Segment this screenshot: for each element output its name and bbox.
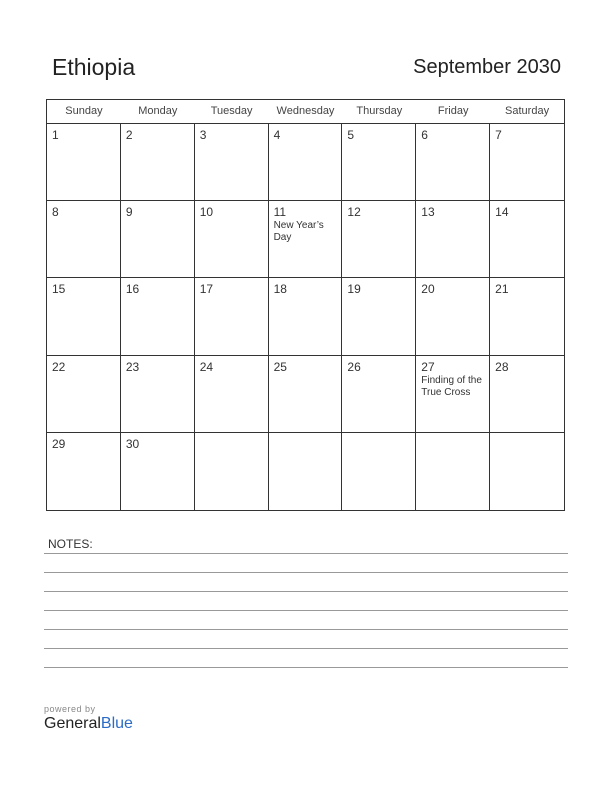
day-number: 1 <box>52 128 59 142</box>
day-number: 24 <box>199 359 214 374</box>
day-number: 26 <box>347 359 361 374</box>
day-cell <box>490 278 564 355</box>
day-cell <box>416 201 490 278</box>
day-number: 2 <box>125 128 133 142</box>
day-cell <box>195 356 269 433</box>
day-number: 20 <box>421 282 435 297</box>
day-cell <box>47 201 121 278</box>
day-cell <box>47 124 121 201</box>
brand-name <box>44 715 133 733</box>
weekday-sunday: Sunday <box>65 105 103 117</box>
day-cell <box>195 201 269 278</box>
notes-label: NOTES: <box>48 537 93 551</box>
day-number: 9 <box>125 205 133 220</box>
day-number: 18 <box>273 282 287 297</box>
notes-lines <box>44 553 568 686</box>
day-cell <box>490 356 564 433</box>
day-number: 3 <box>199 128 207 142</box>
note-line <box>44 591 568 592</box>
day-cell <box>342 433 416 510</box>
day-number: 5 <box>347 128 355 142</box>
day-cell <box>342 124 416 201</box>
day-number: 16 <box>125 282 140 297</box>
holiday-label: New Year’s Day <box>273 220 324 244</box>
day-number: 11 <box>273 205 287 220</box>
note-line <box>44 610 568 611</box>
generalblue-logo <box>44 704 133 733</box>
day-number: 29 <box>52 436 66 451</box>
day-cell <box>416 124 490 201</box>
day-number: 28 <box>495 359 509 374</box>
day-cell <box>416 356 490 433</box>
note-line <box>44 572 568 573</box>
brand-blue: Blue <box>100 715 133 732</box>
day-number: 17 <box>199 282 214 297</box>
day-cell <box>121 278 195 355</box>
day-number: 6 <box>421 128 428 142</box>
day-cell <box>416 433 490 510</box>
day-cell <box>490 201 564 278</box>
brand-general: General <box>44 715 101 732</box>
day-cell <box>269 278 343 355</box>
day-grid <box>47 124 564 510</box>
day-number: 27 <box>421 359 435 374</box>
day-number: 22 <box>52 359 66 374</box>
weekday-friday: Friday <box>437 105 469 117</box>
day-number: 10 <box>199 205 214 220</box>
day-cell <box>269 124 343 201</box>
day-cell <box>47 278 121 355</box>
country-title: Ethiopia <box>52 54 136 80</box>
weekday-tuesday: Tuesday <box>210 105 253 117</box>
powered-by-text: powered by <box>44 704 96 714</box>
day-cell <box>269 201 343 278</box>
calendar-grid <box>46 99 565 511</box>
day-number: 7 <box>495 128 502 142</box>
weekday-thursday: Thursday <box>356 105 403 117</box>
weekday-saturday: Saturday <box>505 105 550 117</box>
day-cell <box>416 278 490 355</box>
day-cell <box>195 278 269 355</box>
note-line <box>44 648 568 649</box>
day-number: 30 <box>125 436 140 451</box>
day-cell <box>342 278 416 355</box>
day-number: 8 <box>52 205 59 220</box>
day-cell <box>342 356 416 433</box>
note-line <box>44 629 568 630</box>
day-number: 21 <box>495 282 509 297</box>
day-number: 13 <box>421 205 435 220</box>
holiday-label: Finding of the True Cross <box>421 374 482 398</box>
day-number: 25 <box>273 359 287 374</box>
day-cell <box>195 433 269 510</box>
day-cell <box>269 356 343 433</box>
day-number: 4 <box>273 128 281 142</box>
note-line <box>44 553 568 554</box>
day-cell <box>195 124 269 201</box>
note-line <box>44 667 568 668</box>
day-number: 19 <box>347 282 361 297</box>
weekday-header-row <box>47 100 564 124</box>
day-cell <box>121 433 195 510</box>
day-cell <box>269 433 343 510</box>
day-cell <box>121 201 195 278</box>
day-number: 12 <box>347 205 361 220</box>
day-cell <box>47 433 121 510</box>
day-cell <box>342 201 416 278</box>
day-number: 23 <box>125 359 140 374</box>
day-cell <box>490 124 564 201</box>
weekday-monday: Monday <box>138 105 178 117</box>
month-title: September 2030 <box>413 56 561 78</box>
day-number: 15 <box>52 282 66 297</box>
day-cell <box>47 356 121 433</box>
weekday-wednesday: Wednesday <box>276 105 335 117</box>
day-number: 14 <box>495 205 509 220</box>
day-cell <box>121 124 195 201</box>
day-cell <box>121 356 195 433</box>
day-cell <box>490 433 564 510</box>
